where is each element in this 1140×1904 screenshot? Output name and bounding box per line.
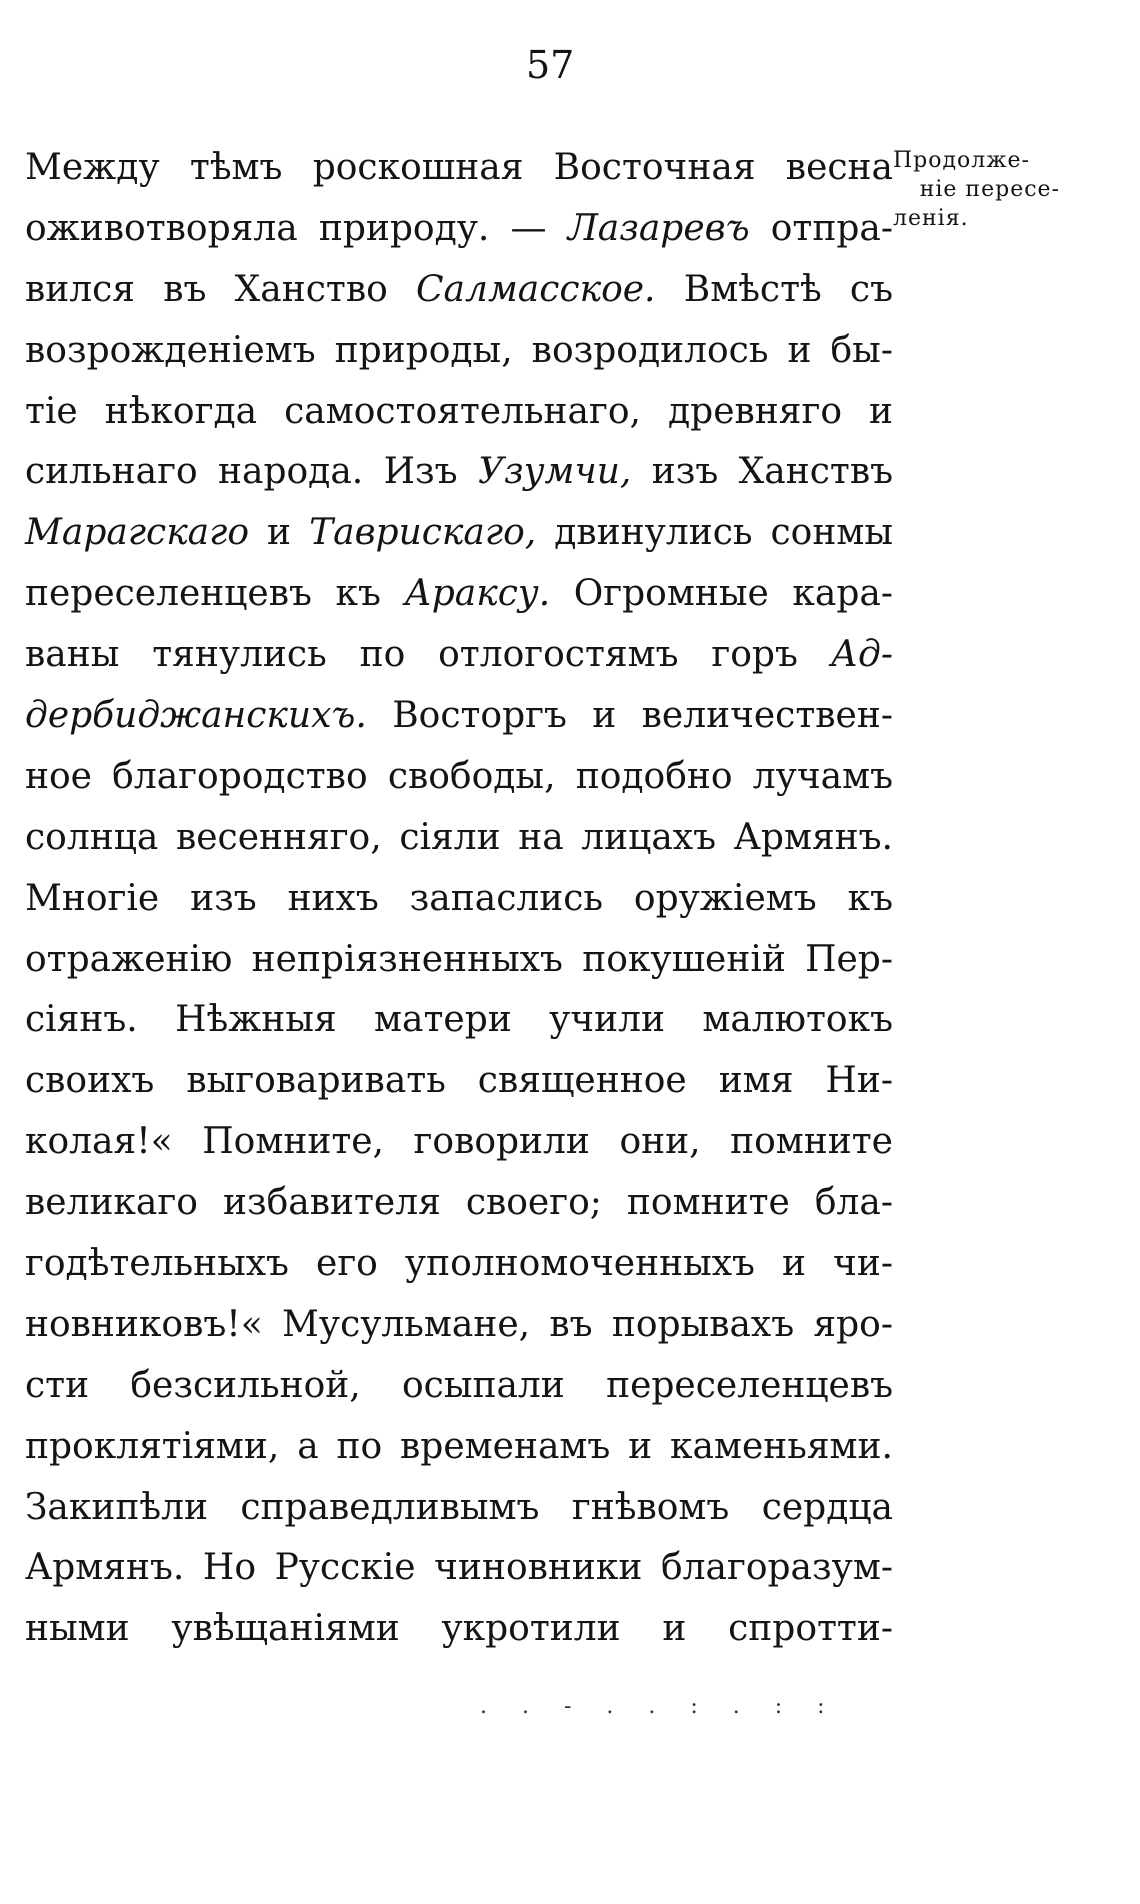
italic-segment: Араксу. — [404, 573, 551, 615]
text-segment: Закипѣли справедливымъ гнѣвомъ сердца — [25, 1486, 893, 1528]
text-segment: Многіе изъ нихъ запаслись оружіемъ къ — [25, 877, 893, 919]
text-line — [25, 503, 893, 564]
text-segment: ными увѣщаніями укротили и спротти- — [25, 1608, 893, 1650]
text-line — [25, 321, 893, 382]
body-text — [25, 138, 893, 1660]
text-segment: проклятіями, а по временамъ и каменьями. — [25, 1425, 893, 1467]
text-segment: сти безсильной, осыпали переселенцевъ — [25, 1364, 893, 1406]
text-line-content — [25, 1234, 893, 1295]
text-line — [25, 1356, 893, 1417]
text-line — [25, 564, 893, 625]
text-line-content — [25, 808, 893, 869]
text-segment: великаго избавителя своего; помните бла- — [25, 1182, 893, 1224]
text-line-content — [25, 1173, 893, 1234]
text-line — [25, 1478, 893, 1539]
italic-segment: дербиджанскихъ. — [25, 695, 367, 737]
text-line — [25, 869, 893, 930]
text-segment: колая!« Помните, говорили они, помните — [25, 1121, 893, 1163]
text-segment: солнца весенняго, сіяли на лицахъ Армянъ. — [25, 816, 893, 858]
text-line-content — [25, 747, 893, 808]
text-line — [25, 1173, 893, 1234]
text-line-content — [25, 1538, 893, 1599]
text-line-content — [25, 1295, 893, 1356]
text-line-content — [25, 138, 893, 199]
text-line-content — [25, 990, 893, 1051]
text-segment: сильнаго народа. Изъ — [25, 451, 478, 493]
text-line — [25, 1417, 893, 1478]
text-segment: Восторгъ и величествен- — [366, 695, 893, 737]
marginal-note — [893, 146, 1068, 233]
text-line-content — [25, 260, 893, 321]
page-number: 57 — [526, 43, 575, 87]
text-line-content — [25, 686, 893, 747]
marginal-note-line: Продолже- — [893, 148, 1030, 173]
italic-segment: Ад- — [830, 634, 893, 676]
text-line — [25, 1051, 893, 1112]
text-segment: Между тѣмъ роскошная Восточная весна — [25, 147, 893, 188]
text-line — [25, 990, 893, 1051]
text-line-content — [25, 1478, 893, 1539]
text-line-content — [25, 625, 893, 686]
italic-segment: Марагскаго — [25, 512, 250, 554]
text-line-content — [25, 1417, 893, 1478]
text-segment: и — [249, 512, 310, 554]
text-line-content — [25, 1356, 893, 1417]
text-segment: вился въ Ханство — [25, 268, 417, 310]
text-line-content — [25, 321, 893, 382]
text-line — [25, 138, 893, 199]
text-segment: возрожденіемъ природы, возродилось и бы- — [25, 329, 893, 371]
text-line-content — [25, 199, 893, 260]
text-segment: переселенцевъ къ — [25, 573, 405, 615]
footer-marks: . . - . . : . : : — [480, 1694, 839, 1719]
italic-segment: Узумчи, — [477, 451, 632, 493]
text-segment: оживотворяла природу. — — [25, 207, 568, 249]
text-line — [25, 1234, 893, 1295]
italic-segment: Салмасское. — [416, 268, 656, 310]
text-line — [25, 382, 893, 443]
text-line-content — [25, 1051, 893, 1112]
text-line-content — [25, 564, 893, 625]
text-line — [25, 260, 893, 321]
text-line — [25, 1538, 893, 1599]
text-segment: Вмѣстѣ съ — [655, 268, 893, 310]
text-segment: отраженію непріязненныхъ покушеній Пер- — [25, 938, 893, 980]
text-segment: ваны тянулись по отлогостямъ горъ — [25, 634, 831, 676]
text-segment: Армянъ. Но Русскіе чиновники благоразум- — [25, 1547, 893, 1589]
text-line-content — [25, 382, 893, 443]
text-segment: двинулись сонмы — [536, 512, 893, 554]
text-segment: новниковъ!« Мусульмане, въ порывахъ яро- — [25, 1303, 893, 1345]
text-line — [25, 1599, 893, 1660]
text-segment: изъ Ханствъ — [631, 451, 893, 493]
text-line-content — [25, 1599, 893, 1660]
text-line-content — [25, 442, 893, 503]
text-line-content — [25, 930, 893, 991]
text-line — [25, 808, 893, 869]
text-segment: Огромные кара- — [550, 573, 893, 615]
text-segment: сіянъ. Нѣжныя матери учили малютокъ — [25, 999, 893, 1041]
text-line-content — [25, 1112, 893, 1173]
text-line — [25, 930, 893, 991]
text-line-content — [25, 503, 893, 564]
text-line — [25, 199, 893, 260]
text-line — [25, 1295, 893, 1356]
text-line — [25, 442, 893, 503]
text-line-content — [25, 869, 893, 930]
text-line — [25, 625, 893, 686]
text-line — [25, 686, 893, 747]
text-segment: годѣтельныхъ его уполномоченныхъ и чи- — [25, 1243, 893, 1285]
marginal-note-line: ніе пересе- — [919, 177, 1060, 202]
text-line — [25, 1112, 893, 1173]
text-segment: ное благородство свободы, подобно лучамъ — [25, 755, 893, 797]
italic-segment: Таврискаго, — [309, 512, 537, 554]
text-segment: тіе нѣкогда самостоятельнаго, древняго и — [25, 390, 893, 432]
text-segment: отпра- — [749, 207, 894, 249]
italic-segment: Лазаревъ — [567, 207, 750, 249]
text-line — [25, 747, 893, 808]
marginal-note-line: ленія. — [893, 206, 969, 231]
text-segment: своихъ выговаривать священное имя Ни- — [25, 1060, 893, 1102]
